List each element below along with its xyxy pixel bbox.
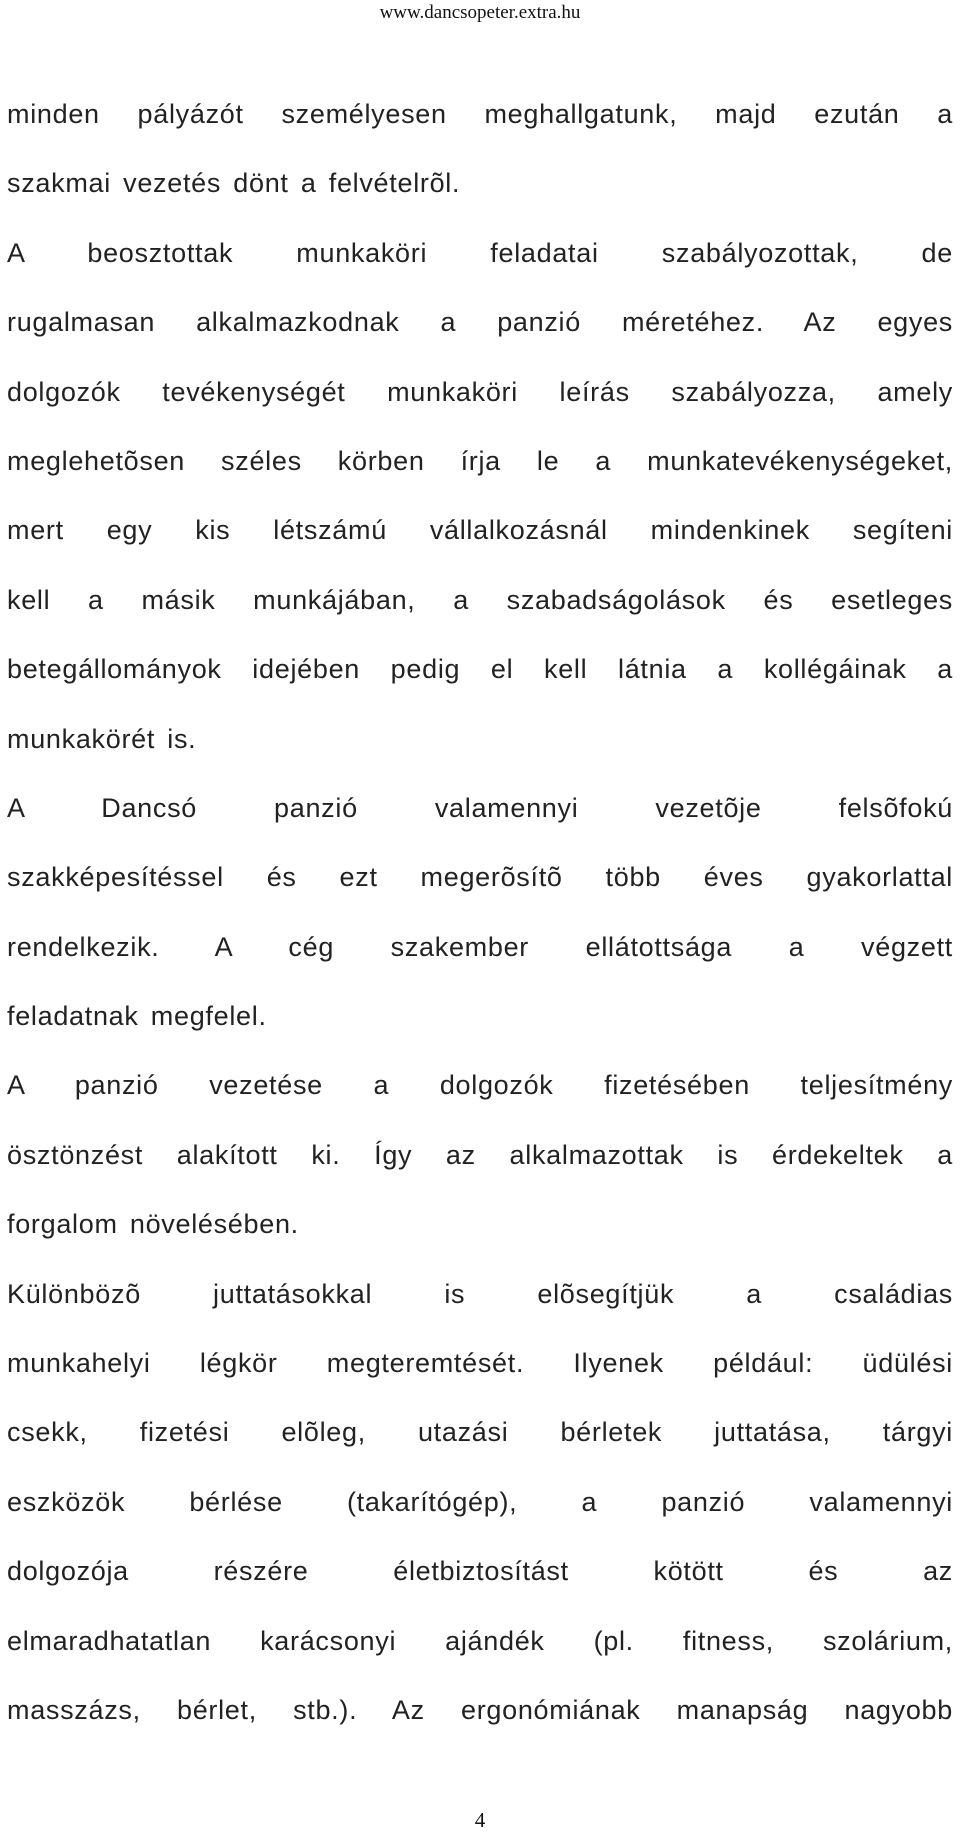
text-line: masszázs, bérlet, stb.). Az ergonómiának manapság nagyobb	[7, 1694, 953, 1725]
text-line: rugalmasan alkalmazkodnak a panzió méretéhez. Az egyes	[7, 307, 953, 338]
text-line: betegállományok idejében pedig el kell látnia a kollégáinak a	[7, 654, 953, 685]
page-number: 4	[474, 1808, 486, 1832]
text-line: csekk, fizetési elõleg, utazási bérletek juttatása, tárgyi	[7, 1417, 953, 1448]
text-line: A beosztottak munkaköri feladatai szabályozottak, de	[7, 237, 953, 268]
text-line: dolgozója részére életbiztosítást kötött és az	[7, 1556, 953, 1587]
text-line: szakképesítéssel és ezt megerõsítõ több éves gyakorlattal	[7, 862, 953, 893]
text-line: rendelkezik. A cég szakember ellátottsága a végzett	[7, 931, 953, 962]
text-line: elmaradhatatlan karácsonyi ajándék (pl. fitness, szolárium,	[7, 1625, 953, 1656]
text-line: feladatnak megfelel.	[7, 1001, 267, 1032]
text-line: mert egy kis létszámú vállalkozásnál mindenkinek segíteni	[7, 515, 953, 546]
text-line: ösztönzést alakított ki. Így az alkalmazottak is érdekeltek a	[7, 1139, 953, 1170]
text-line: meglehetõsen széles körben írja le a munkatevékenységeket,	[7, 445, 953, 476]
text-line: munkakörét is.	[7, 723, 197, 754]
text-line: eszközök bérlése (takarítógép), a panzió valamennyi	[7, 1486, 953, 1517]
page-header-url: www.dancsopeter.extra.hu	[379, 2, 581, 23]
text-line: minden pályázót személyesen meghallgatunk, majd ezután a	[7, 99, 953, 129]
text-line: forgalom növelésében.	[7, 1209, 299, 1240]
text-line: A Dancsó panzió valamennyi vezetõje felsõfokú	[7, 792, 953, 823]
text-line: A panzió vezetése a dolgozók fizetésében teljesítmény	[7, 1070, 953, 1101]
text-line: dolgozók tevékenységét munkaköri leírás szabályozza, amely	[7, 376, 953, 407]
text-line: munkahelyi légkör megteremtését. Ilyenek például: üdülési	[7, 1348, 953, 1379]
document-body	[7, 80, 953, 1745]
text-line: szakmai vezetés dönt a felvételrõl.	[7, 168, 461, 199]
text-line: Különbözõ juttatásokkal is elõsegítjük a családias	[7, 1278, 953, 1309]
text-line: kell a másik munkájában, a szabadságolások és esetleges	[7, 584, 953, 615]
